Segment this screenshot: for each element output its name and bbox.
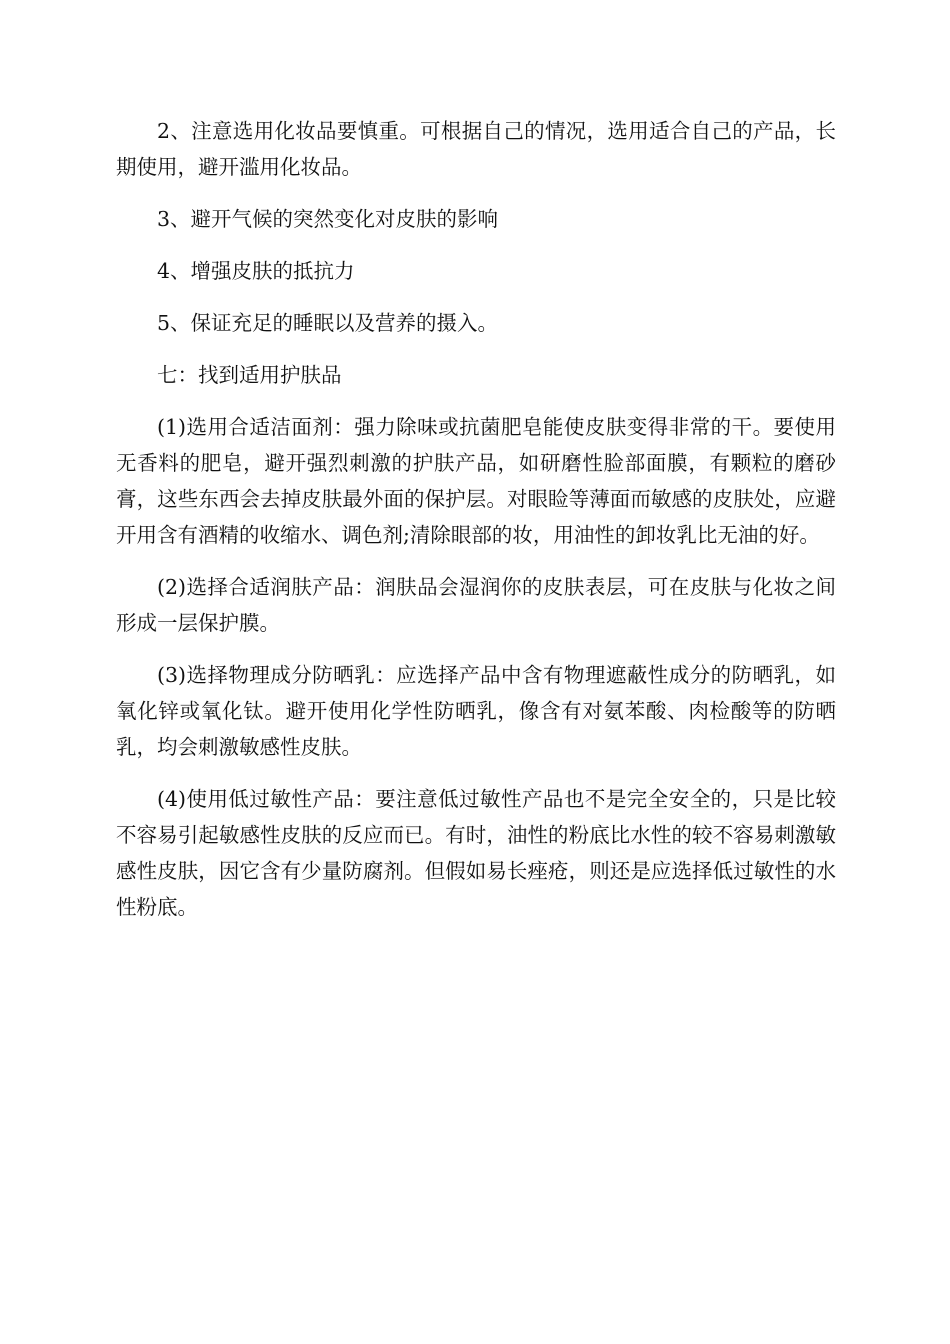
paragraph-tip-3: 3、避开气候的突然变化对皮肤的影响: [157, 207, 499, 231]
section-heading-7: 七：找到适用护肤品: [157, 363, 342, 387]
paragraph-moisturizer: (2)选择合适润肤产品：润肤品会湿润你的皮肤表层，可在皮肤与化妆之间形成一层保护膜。: [116, 575, 836, 635]
paragraph-cleanser: (1)选用合适洁面剂：强力除味或抗菌肥皂能使皮肤变得非常的干。要使用无香料的肥皂，避开强烈刺激的护肤产品，如研磨性脸部面膜，有颗粒的磨砂膏，这些东西会去掉皮肤最外面的保护层。对眼睑等薄面而敏感的皮肤处，应避开用含有酒精的收缩水、调色剂;清除眼部的妆，用油性的卸妆乳比无油的好。: [116, 415, 836, 547]
document-body: [116, 113, 836, 941]
paragraph-tip-5: 5、保证充足的睡眠以及营养的摄入。: [157, 311, 499, 335]
paragraph-tip-4: 4、增强皮肤的抵抗力: [157, 259, 355, 283]
paragraph-hypoallergenic: (4)使用低过敏性产品：要注意低过敏性产品也不是完全安全的，只是比较不容易引起敏感性皮肤的反应而已。有时，油性的粉底比水性的较不容易刺激敏感性皮肤，因它含有少量防腐剂。但假如易长痤疮，则还是应选择低过敏性的水性粉底。: [116, 787, 836, 919]
paragraph-sunscreen: (3)选择物理成分防晒乳：应选择产品中含有物理遮蔽性成分的防晒乳，如氧化锌或氧化钛。避开使用化学性防晒乳，像含有对氨苯酸、肉检酸等的防晒乳，均会刺激敏感性皮肤。: [116, 663, 836, 759]
paragraph-tip-2: 2、注意选用化妆品要慎重。可根据自己的情况，选用适合自己的产品，长期使用，避开滥用化妆品。: [116, 119, 836, 179]
